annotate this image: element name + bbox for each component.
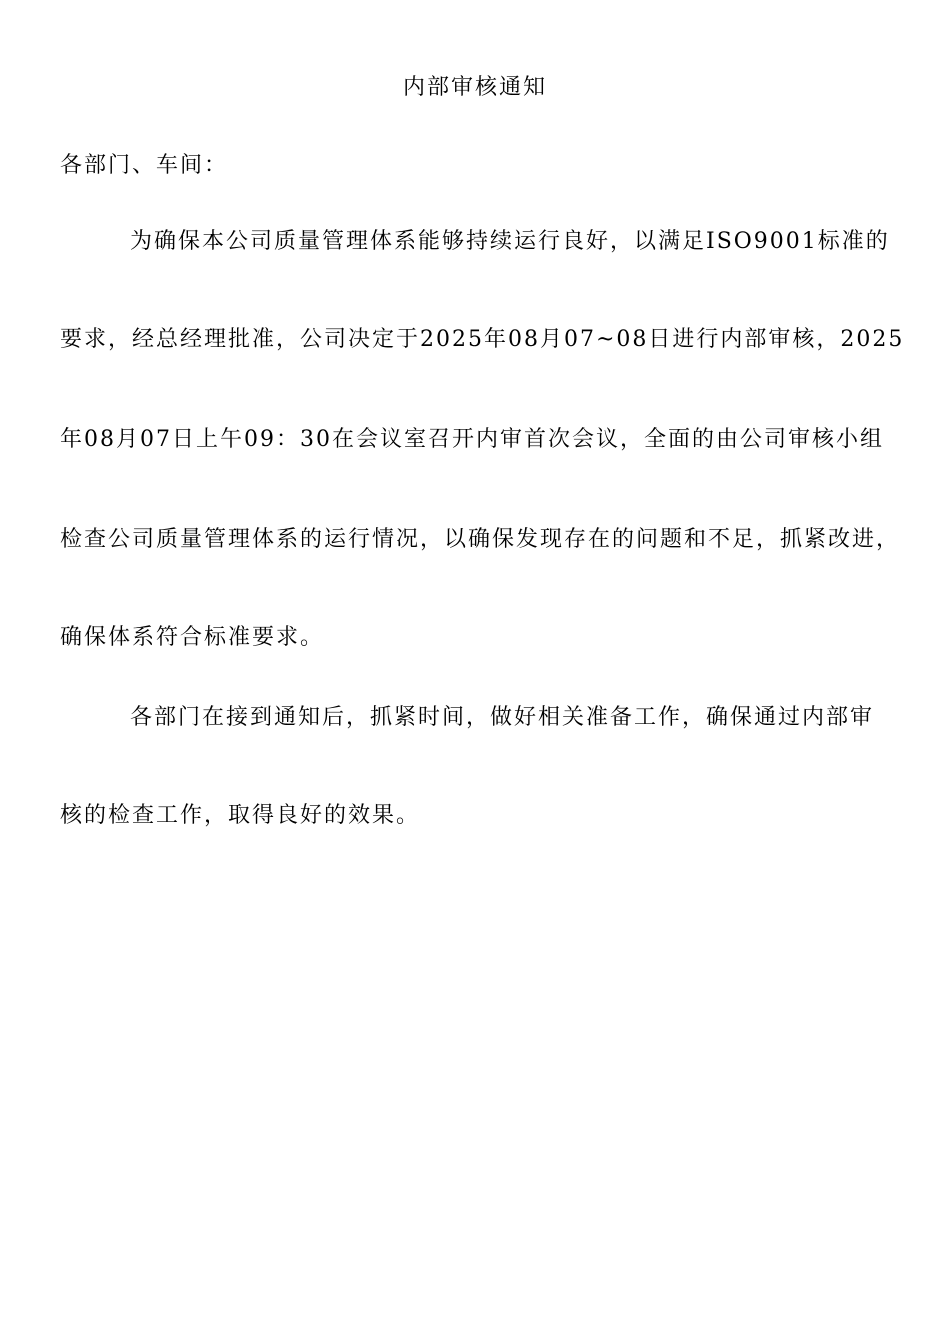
paragraph1-line-3: 年08月07日上午09：30在会议室召开内审首次会议，全面的由公司审核小组 (60, 427, 884, 452)
salutation: 各部门、车间： (60, 153, 229, 178)
paragraph1-line-5: 确保体系符合标准要求。 (60, 625, 325, 650)
paragraph1-line-4: 检查公司质量管理体系的运行情况，以确保发现存在的问题和不足，抓紧改进， (60, 527, 901, 552)
paragraph1-line-1: 为确保本公司质量管理体系能够持续运行良好，以满足ISO9001标准的 (130, 229, 890, 254)
document-title: 内部审核通知 (402, 75, 547, 100)
paragraph1-line-2: 要求，经总经理批准，公司决定于2025年08月07~08日进行内部审核，2025 (60, 327, 905, 352)
paragraph2-line-1: 各部门在接到通知后，抓紧时间，做好相关准备工作，确保通过内部审 (130, 705, 875, 730)
paragraph2-line-2: 核的检查工作，取得良好的效果。 (60, 803, 421, 828)
